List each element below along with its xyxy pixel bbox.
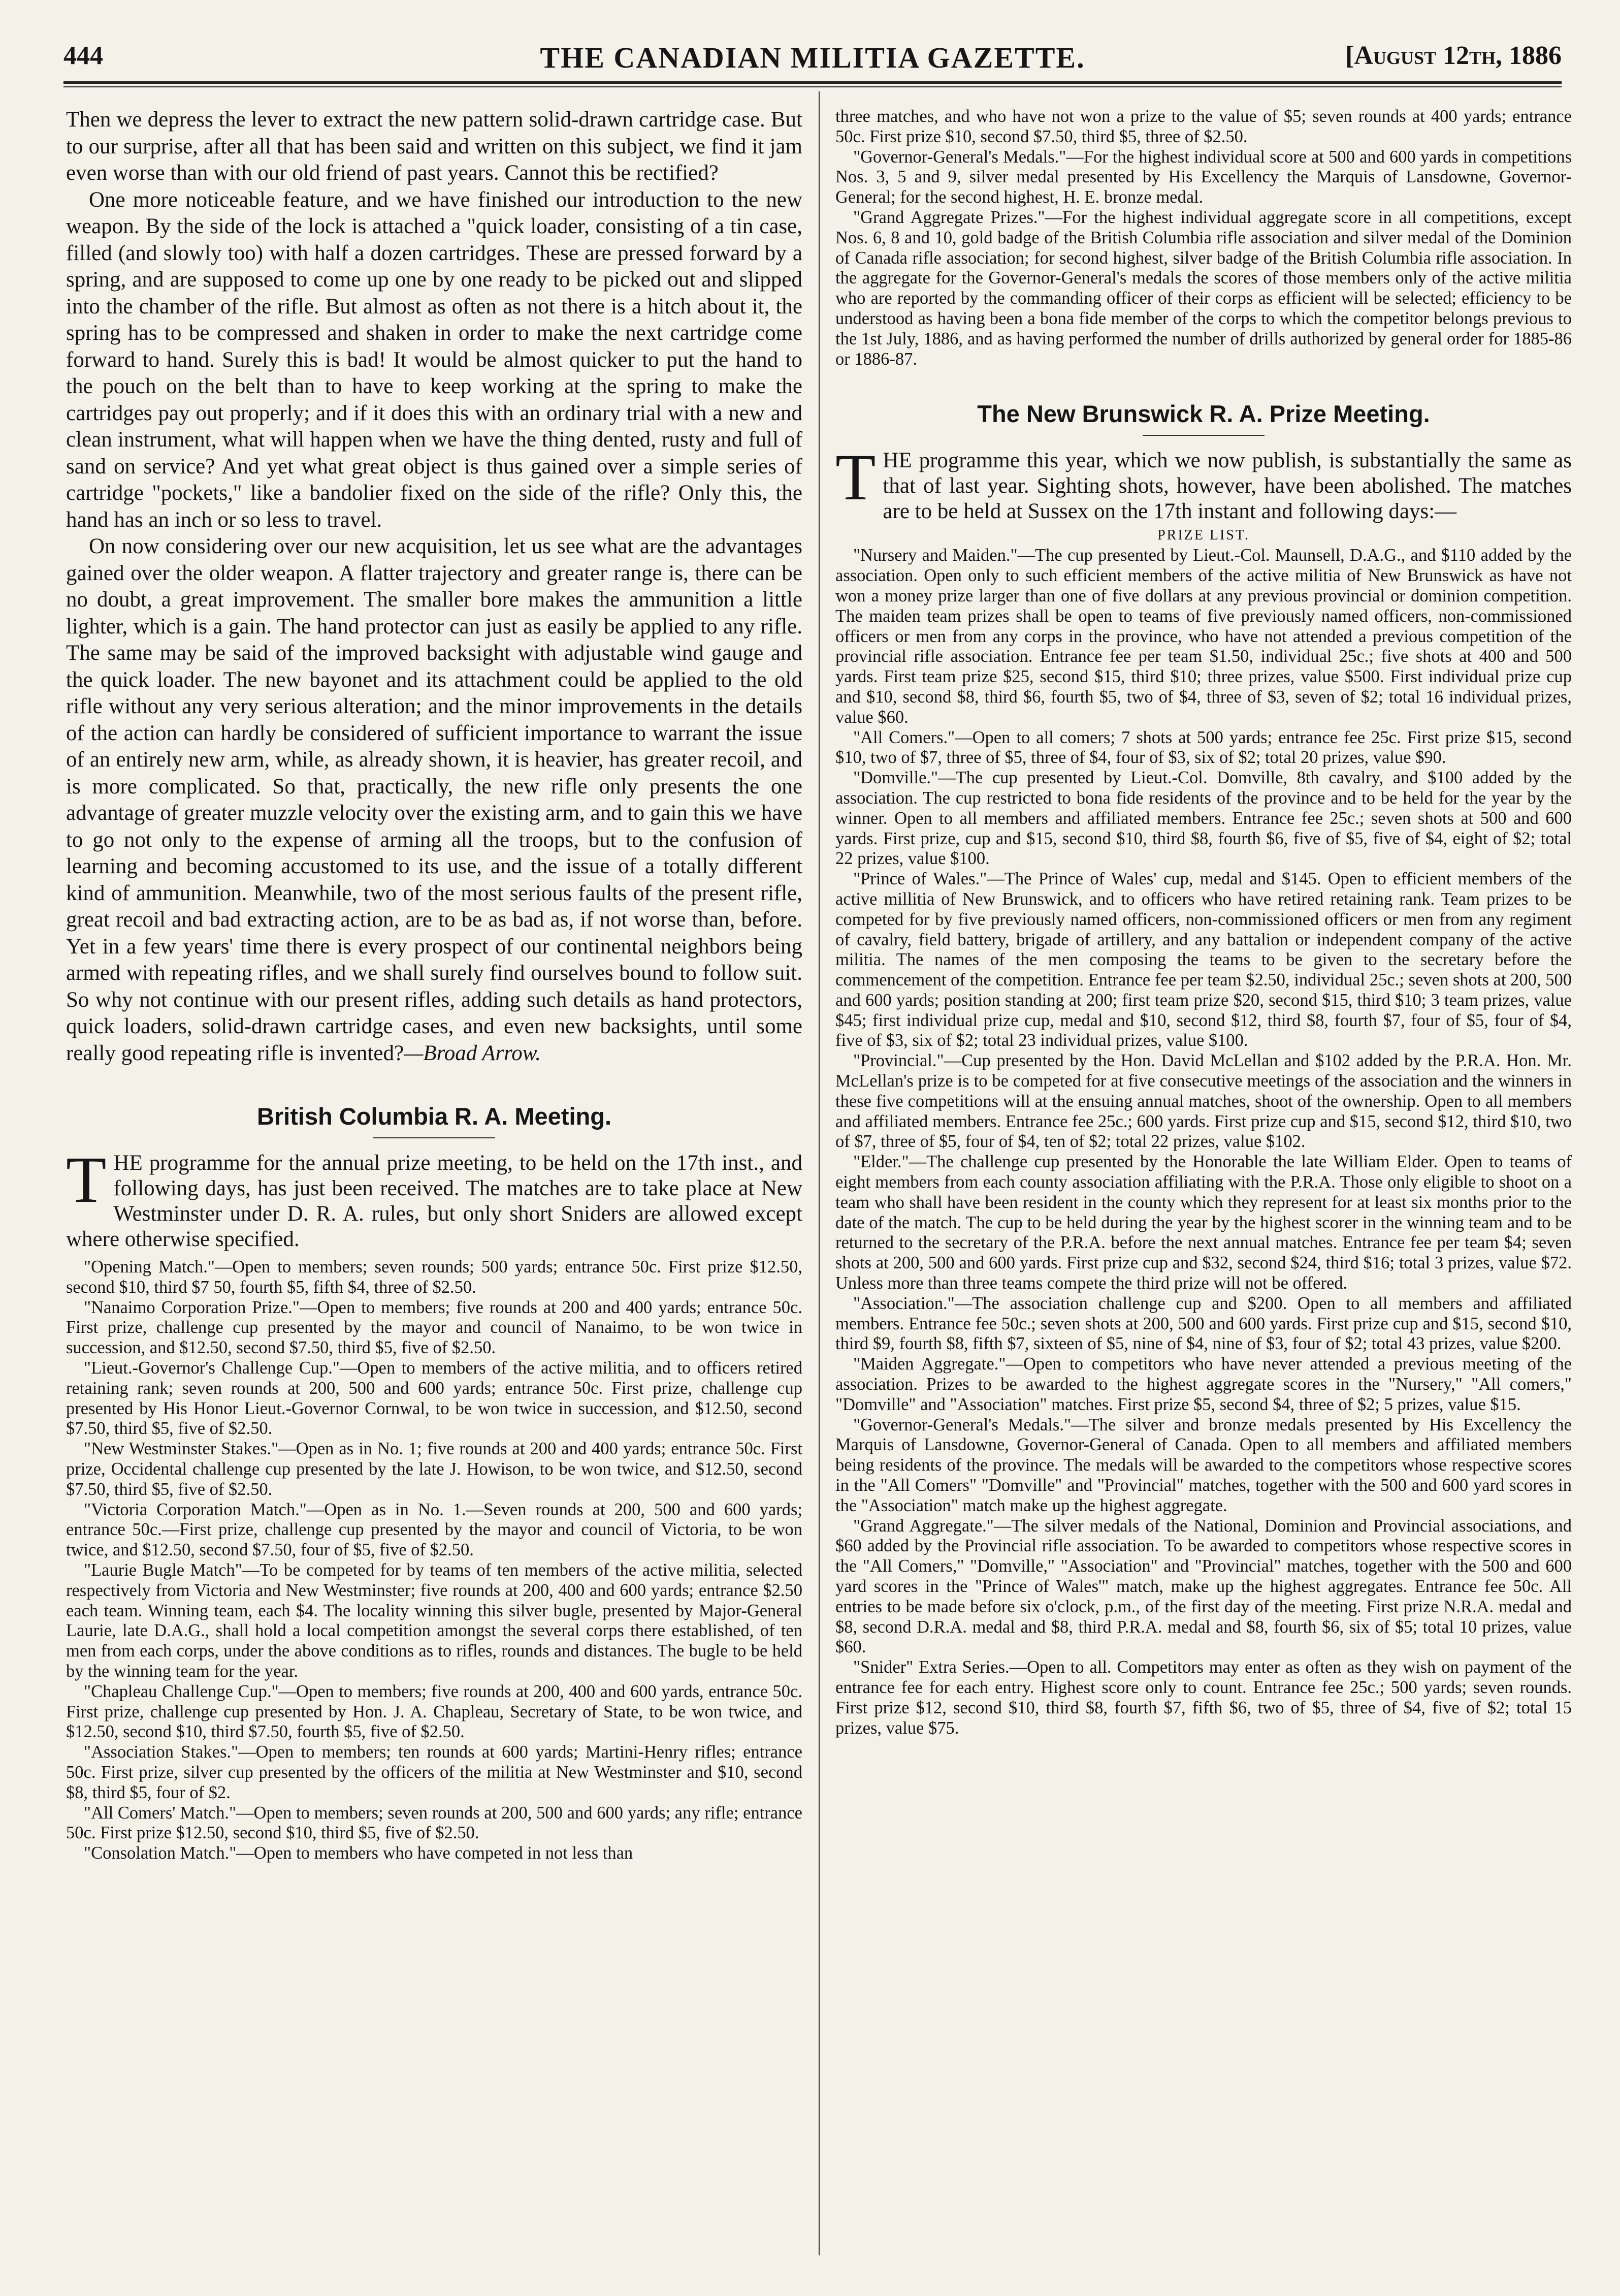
article-paragraph (66, 533, 802, 1067)
nb-intro-paragraph (835, 441, 1572, 524)
list-item: "Association Stakes."—Open to members; ten rounds at 600 yards; Martini-Henry rifles; entrance 50c. First prize, silver cup presented by the officers of the militia at New Westminster and $10, second $8, third $5, four of $2. (66, 1742, 802, 1802)
list-item: "All Comers' Match."—Open to members; seven rounds at 200, 500 and 600 yards; any rifle; entrance 50c. First prize $12.50, second $10, third $5, five of $2.50. (66, 1803, 802, 1843)
list-item: "Governor-General's Medals."—For the highest individual score at 500 and 600 yards in competitions Nos. 3, 5 and 9, silver medal presented by His Excellency the Marquis of Lansdowne, Governor-General; for the second highest, H. E. bronze medal. (835, 147, 1572, 207)
list-item: "Provincial."—Cup presented by the Hon. David McLellan and $102 added by the P.R.A. Hon. Mr. McLellan's prize is to be competed for at five consecutive meetings of the association and the winners in these five competitions will at the ensuing annual matches, shoot of the ownership. Open to all members and affiliated members. Entrance fee 25c.; 600 yards. First prize cup and $15, second $12, third $10, two of $7, three of $5, four of $4, ten of $2; total 22 prizes, value $102. (835, 1051, 1572, 1152)
list-item: "All Comers."—Open to all comers; 7 shots at 500 yards; entrance fee 25c. First prize $15, second $10, two of $7, three of $5, three of $4, four of $3, six of $2; total 20 prizes, value $90. (835, 727, 1572, 768)
left-column (66, 107, 802, 2271)
page-header (63, 41, 1562, 76)
bc-intro (66, 1143, 802, 1252)
list-item: "Grand Aggregate."—The silver medals of the National, Dominion and Provincial associations, and $60 added by the Provincial rifle association. To be awarded to competitors whose respective scores in the "All Comers," "Domville," "Association" and "Provincial" matches, together with the 500 and 600 yard scores in the "Prince of Wales'" match, make up the highest aggregates. Entrance fee 50c. All entries to be made before six o'clock, p.m., of the first day of the meeting. First prize N.R.A. medal and $8, second D.R.A. medal and $8, third P.R.A. medal and $8, fourth $6, six of $5; total 10 prizes, value $60. (835, 1516, 1572, 1657)
list-item: "Maiden Aggregate."—Open to competitors who have never attended a previous meeting of the association. Prizes to be awarded to the highest aggregate scores in the "Nursery," "All comers," "Domville" and "Association" matches. First prize $5, second $4, three of $2; 5 prizes, value $15. (835, 1354, 1572, 1414)
list-item: "Nanaimo Corporation Prize."—Open to members; five rounds at 200 and 400 yards; entrance 50c. First prize, challenge cup presented by the mayor and council of Nanaimo, to be won twice in succession, and $12.50, second $7.50, third $5, five of $2.50. (66, 1297, 802, 1358)
article-paragraph: One more noticeable feature, and we have finished our introduction to the new weapon. By the side of the lock is attached a "quick loader, consisting of a tin case, filled (and slowly too) with half a dozen cartridges. These are pressed forward by a spring, and are supposed to come up one by one ready to be picked out and slipped into the chamber of the rifle. But almost as often as not there is a hitch about it, the spring has to be compressed and shaken in order to make the next cartridge come forward to hand. Surely this is bad! It would be almost quicker to put the hand to the pouch on the belt than to have to keep working at the spring to make the cartridges pay out properly; and if it does this with an ordinary trial with a new and clean instrument, what will happen when we have the thing dented, rusty and full of sand on service? And yet what great object is thus gained over a simple series of cartridge "pockets," like a bandolier fixed on the side of the rifle? Only this, the hand has an inch or so less to travel. (66, 187, 802, 532)
nb-heading: The New Brunswick R. A. Prize Meeting. (977, 400, 1430, 428)
list-item: "Consolation Match."—Open to members who have competed in not less than (84, 1843, 633, 1863)
list-item: "Domville."—The cup presented by Lieut.-Col. Domville, 8th cavalry, and $100 added by the association. The cup restricted to bona fide residents of the province and to be held for the year by the winner. Open to all members and affiliated members. Entrance fee 25c.; seven shots at 500 and 600 yards. First prize, cup and $15, second $10, third $8, fourth $6, five of $5, five of $4, eight of $2; total 22 prizes, value $100. (835, 768, 1572, 869)
list-item: "Governor-General's Medals."—The silver and bronze medals presented by His Excellency the Marquis of Lansdowne, Governor-General of Canada. Open to all members and affiliated members being residents of the province. The medals will be awarded to the competitors whose respective scores in the "All Comers" "Domville" and "Provincial" matches, together with the 500 and 600 yard scores in the "Association" match make up the highest aggregate. (835, 1415, 1572, 1515)
list-item: "Lieut.-Governor's Challenge Cup."—Open to members of the active militia, and to officers retired retaining rank; seven rounds at 200, 500 and 600 yards; entrance 50c. First prize, challenge cup presented by His Honor Lieut.-Governor Cornwal, to be won twice in succession, and $12.50, second $7.50, third $5, five of $2.50. (66, 1358, 802, 1439)
bc-prize-list (66, 1257, 802, 1864)
bc-intro-text: HE programme for the annual prize meeting, to be held on the 17th inst., and following days, has just been received. The matches are to take place at New Westminster under D. R. A. rules, but only short Sniders are allowed except where otherwise specified. (66, 1151, 802, 1251)
right-column (835, 107, 1572, 2271)
prize-list-label: PRIZE LIST. (1157, 527, 1250, 544)
list-item: "Prince of Wales."—The Prince of Wales' cup, medal and $145. Open to efficient members of the active millitia of New Brunswick, and to officers who have retired retaining rank. Team prizes to be competed for by five previously named officers, non-commissioned officers or men from any regiment of cavalry, field battery, brigade of artillery, and any battalion or independent company of the active militia. The names of the men composing the teams to be given to the secretary before the commencement of the competition. Entrance fee per team $2.50, individual 25c.; seven shots at 200, 500 and 600 yards; position standing at 200; first team prize $20, second $15, third $10; 3 team prizes, value $45; first individual prize cup, medal and $10, second $12, third $8, fourth $7, four of $5, four of $4, five of $3, six of $2; total 23 individual prizes, value $100. (835, 869, 1572, 1050)
list-item: "Elder."—The challenge cup presented by the Honorable the late William Elder. Open to teams of eight members from each county association affiliating with the P.R.A. Those only eligible to shoot on a team who shall have been resident in the county which they represent for at least six months prior to the date of the match. The cup to be held during the year by the highest scorer in the winning team and to be returned to the secretary of the P.R.A. before the next annual matches. Entrance fee per team $4; seven shots at 200, 500 and 600 yards. First prize cup and $32, second $24, third $16; total 3 prizes, value $72. Unless more than three teams compete the third prize will not be offered. (835, 1152, 1572, 1293)
list-item: "Association."—The association challenge cup and $200. Open to all members and affiliated members. Entrance fee 50c.; seven shots at 200, 500 and 600 yards. First prize cup and $15, second $10, third $9, fourth $8, fifth $7, sixteen of $5, nine of $4, nine of $3, four of $2; total 43 prizes, value $200. (835, 1293, 1572, 1354)
nb-intro-text: HE programme this year, which we now publish, is substantially the same as that of last year. Sighting shots, however, have been abolished. The matches are to be held at Sussex on the 17th instant and following days:— (883, 449, 1572, 524)
bc-intro-paragraph (66, 1143, 802, 1252)
list-item: "Nursery and Maiden."—The cup presented by Lieut.-Col. Maunsell, D.A.G., and $110 added by the association. Open only to such efficient members of the active militia of New Brunswick as have not won a money prize larger than one of five dollars at any previous provincial or dominion competition. The maiden team prizes shall be open to teams of five previously named officers, non-commissioned officers or men from any corps in the province, who have not attended a previous competition of the provincial rifle association. Entrance fee per team $1.50, individual 25c.; five shots at 400 and 500 yards. First team prize $25, second $15, third $10; three prizes, value $500. First individual prize cup and $10, second $8, third $6, fourth $5, two of $4, three of $3, seven of $2; total 16 individual prizes, value $60. (835, 546, 1572, 727)
bc-continued (835, 107, 1572, 369)
drop-cap: T (835, 441, 876, 515)
list-item: "Laurie Bugle Match"—To be competed for by teams of ten members of the active militia, selected respectively from Victoria and New Westminster; five rounds at 200, 400 and 600 yards; entrance $2.50 each team. Winning team, each $4. The locality winning this silver bugle, presented by Major-General Laurie, late D.A.G., shall hold a local competition amongst the several corps there established, of ten men from each corps, under the above conditions as to rifles, rounds and distances. The bugle to be held by the winning team for the year. (66, 1560, 802, 1681)
list-item: "New Westminster Stakes."—Open as in No. 1; five rounds at 200 and 400 yards; entrance 50c. First prize, Occidental challenge cup presented by the late J. Howison, to be won twice, and $12.50, second $7.50, third $5, five of $2.50. (66, 1439, 802, 1499)
list-item: "Grand Aggregate Prizes."—For the highest individual aggregate score in all competitions, except Nos. 6, 8 and 10, gold badge of the British Columbia rifle association and silver medal of the Dominion of Canada rifle association; for second highest, silver badge of the British Columbia rifle association. In the aggregate for the Governor-General's medals the scores of those members only of the active militia who are reported by the commanding officer of their corps as efficient will be selected; efficiency to be understood as having been a bona fide member of the corps to which the competitor belongs previous to the 1st July, 1886, and as having performed the number of drills authorized by general order for 1885-86 or 1886-87. (835, 207, 1572, 369)
header-rule-thin (63, 86, 1562, 87)
list-item: three matches, and who have not won a prize to the value of $5; seven rounds at 400 yards; entrance 50c. First prize $10, second $7.50, third $5, three of $2.50. (835, 107, 1572, 146)
rifle-article (66, 107, 802, 1067)
list-item: "Victoria Corporation Match."—Open as in No. 1.—Seven rounds at 200, 500 and 600 yards; entrance 50c.—First prize, challenge cup presented by the mayor and council of Victoria, to be won twice, and $12.50, second $7.50, four of $5, five of $2.50. (66, 1500, 802, 1560)
issue-date: [August 12th, 1886 (1345, 41, 1562, 70)
header-rule (63, 81, 1562, 84)
article-paragraph: Then we depress the lever to extract the new pattern solid-drawn cartridge case. But to our surprise, after all that has been said and written on this subject, we find it jam even worse than with our old friend of past years. Cannot this be rectified? (66, 108, 802, 185)
drop-cap: T (66, 1143, 107, 1217)
nb-intro (835, 441, 1572, 524)
list-item: "Snider" Extra Series.—Open to all. Competitors may enter as often as they wish on payment of the entrance fee for each entry. Highest score only to count. Entrance fee 25c.; 500 yards; seven rounds. First prize $12, second $10, third $8, fourth $7, fifth $6, two of $5, three of $4, five of $2; total 15 prizes, value $75. (835, 1657, 1572, 1738)
column-divider (819, 91, 820, 2255)
page-number: 444 (63, 41, 103, 70)
masthead-title: THE CANADIAN MILITIA GAZETTE. (540, 41, 1085, 74)
list-item: "Opening Match."—Open to members; seven rounds; 500 yards; entrance 50c. First prize $12.50, second $10, third $7 50, fourth $5, fifth $4, three of $2.50. (66, 1257, 802, 1297)
nb-prize-list (835, 546, 1572, 1738)
article-signature: —Broad Arrow. (404, 1041, 541, 1065)
bc-heading: British Columbia R. A. Meeting. (256, 1103, 612, 1130)
article-paragraph-text: On now considering over our new acquisition, let us see what are the advantages gained over the older weapon. A flatter trajectory and greater range is, there can be no doubt, a great improvement. The smaller bore makes the ammunition a little lighter, which is a gain. The hand protector can just as easily be applied to any rifle. The same may be said of the improved backsight with adjustable wind gauge and the quick loader. The new bayonet and its attachment could be applied to the old rifle without any very serious alteration; and the minor improvements in the details of the action can hardly be considered of sufficient importance to warrant the issue of an entirely new arm, while, as already shown, it is heavier, has greater recoil, and is more complicated. So that, practically, the new rifle only presents the one advantage of greater muzzle velocity over the existing arm, and to gain this we have to go not only to the expense of arming all the troops, but to the confusion of learning and becoming accustomed to its use, and the issue of a totally different kind of ammunition. Meanwhile, two of the most serious faults of the present rifle, great recoil and bad extracting action, are to be as bad as, if not worse than, before. Yet in a few years' time there is every prospect of our continental neighbors being armed with repeating rifles, and we shall surely find ourselves bound to follow suit. So why not continue with our present rifles, adding such details as hand protectors, quick loaders, solid-drawn cartridge cases, and even new backsights, until some really good repeating rifle is invented? (66, 534, 802, 1065)
list-item: "Chapleau Challenge Cup."—Open to members; five rounds at 200, 400 and 600 yards, entrance 50c. First prize, challenge cup presented by Hon. J. A. Chapleau, Secretary of State, to be won twice, and $12.50, second $10, third $7.50, fourth $5, five of $2.50. (66, 1681, 802, 1742)
